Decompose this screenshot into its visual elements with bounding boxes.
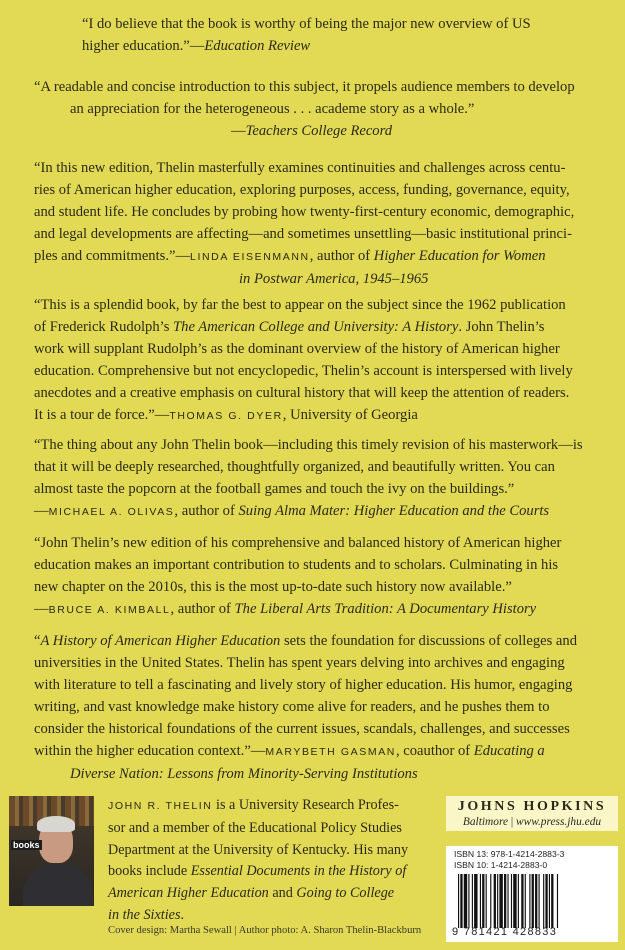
quote-text: “In this new edition, Thelin masterfully examines continuities and challenges across centu- xyxy=(34,160,566,176)
barcode-bar xyxy=(474,874,477,928)
barcode-bar xyxy=(543,874,544,928)
quote-text: that it will be deeply researched, thoughtfully organized, and beautifully written. You can xyxy=(34,459,555,475)
quote-source: Education Review xyxy=(204,38,311,54)
barcode-bar xyxy=(549,874,550,928)
isbn-10: ISBN 10: 1-4214-2883-0 xyxy=(454,860,548,870)
quote-book-title: The American College and University: A History xyxy=(173,319,459,335)
quote-text: , author of xyxy=(170,601,235,617)
quote-book-title: in Postwar America, 1945–1965 xyxy=(239,271,429,287)
quote-author: LINDA EISENMANN xyxy=(190,251,310,263)
barcode-bar xyxy=(511,874,512,928)
quote-book-title: The Liberal Arts Tradition: A Documentary History xyxy=(234,601,537,617)
bio-text: . xyxy=(180,906,185,923)
barcode-bar xyxy=(482,874,484,928)
publisher-logo xyxy=(446,796,618,831)
barcode-bar xyxy=(557,874,558,928)
quote-text: almost taste the popcorn at the football games and touch the ivy on the buildings.” xyxy=(34,481,515,497)
barcode-bar xyxy=(458,874,459,928)
bio-text: books include xyxy=(108,863,191,880)
quote-text: of Frederick Rudolph’s xyxy=(34,319,174,335)
quote-author: MARYBETH GASMAN xyxy=(265,746,396,758)
quote-book-title: A History of American Higher Education xyxy=(40,633,281,649)
quote-text: , coauthor of xyxy=(395,743,474,759)
quote-text: anecdotes and a creative emphasis on cultural history that will keep the attention of readers. xyxy=(34,385,570,401)
quote-text: consider the historical foundations of the current issues, scandals, challenges, and successes xyxy=(34,721,570,737)
quote-text: “I do believe that the book is worthy of being the major new overview of US xyxy=(82,16,531,32)
quote-text: ries of American higher education, exploring purposes, access, funding, governance, equity, xyxy=(34,182,570,198)
isbn-barcode-box xyxy=(446,846,618,942)
barcode-bar xyxy=(525,874,526,928)
quote-michael-olivas xyxy=(34,434,583,523)
quote-text: work will supplant Rudolph’s as the dominant overview of the history of American higher xyxy=(34,341,560,357)
quote-text: within the higher education context.”— xyxy=(34,743,266,759)
barcode-bar xyxy=(518,874,519,928)
quote-text: “John Thelin’s new edition of his comprehensive and balanced history of American higher xyxy=(34,535,562,551)
publisher-url: www.press.jhu.edu xyxy=(516,816,602,828)
quote-book-title: Higher Education for Women xyxy=(373,248,546,264)
barcode-bar xyxy=(504,874,506,928)
quote-text: new chapter on the 2010s, this is the most up-to-date such history now available.” xyxy=(34,579,512,595)
quote-text: “This is a splendid book, by far the best to appear on the subject since the 1962 publication xyxy=(34,297,566,313)
bio-book-title: Going to College xyxy=(296,885,395,902)
quote-text: ples and commitments.”— xyxy=(34,248,191,264)
bio-text: is a University Research Profes- xyxy=(212,797,399,813)
publisher-name: JOHNS HOPKINS xyxy=(457,799,607,814)
quote-text: “ xyxy=(34,633,41,649)
publisher-location: Baltimore xyxy=(462,816,509,828)
quote-book-title: Diverse Nation: Lessons from Minority-Serving Institutions xyxy=(70,766,418,782)
barcode-bar xyxy=(545,874,547,928)
barcode-bar xyxy=(507,874,508,928)
quote-bruce-kimball xyxy=(34,532,561,621)
bio-text: and xyxy=(268,885,297,902)
barcode xyxy=(456,874,610,928)
author-bio xyxy=(108,795,438,927)
cover-credits: Cover design: Martha Sewall | Author photo: A. Sharon Thelin-Blackburn xyxy=(108,925,422,936)
quote-author: MICHAEL A. OLIVAS xyxy=(48,506,175,518)
quote-book-title: Suing Alma Mater: Higher Education and the Courts xyxy=(238,503,550,519)
barcode-bar xyxy=(499,874,502,928)
barcode-bar xyxy=(460,874,462,928)
barcode-bar xyxy=(486,874,487,928)
bio-book-title: in the Sixties xyxy=(108,906,181,923)
barcode-bar xyxy=(468,874,469,928)
bio-author-name: JOHN R. THELIN xyxy=(108,800,213,812)
quote-dash: — xyxy=(34,601,49,617)
quote-text: , author of xyxy=(174,503,239,519)
barcode-bar xyxy=(497,874,498,928)
quote-text: sets the foundation for discussions of colleges and xyxy=(280,633,577,649)
quote-teachers-college-record xyxy=(34,76,575,142)
author-photo xyxy=(9,796,94,906)
quote-text: “A readable and concise introduction to this subject, it propels audience members to develop xyxy=(34,79,575,95)
barcode-bar xyxy=(521,874,523,928)
barcode-bar xyxy=(480,874,481,928)
quote-text: , University of Georgia xyxy=(282,407,418,423)
quote-text: and student life. He concludes by probing how twenty-first-century economic, demographic, xyxy=(34,204,575,220)
quote-text: higher education.”— xyxy=(82,38,205,54)
barcode-bar xyxy=(539,874,540,928)
barcode-bar xyxy=(529,874,530,928)
barcode-bar xyxy=(532,874,534,928)
quote-text: , author of xyxy=(309,248,374,264)
barcode-bar xyxy=(464,874,467,928)
quote-dash: — xyxy=(231,123,246,139)
quote-marybeth-gasman xyxy=(34,630,577,785)
quote-text: an appreciation for the heterogeneous . . . academe story as a whole.” xyxy=(70,101,475,117)
barcode-bar xyxy=(472,874,473,928)
barcode-number: 9 781421 428833 xyxy=(452,926,558,938)
publisher-separator: | xyxy=(508,816,516,828)
quote-text: with literature to tell a fascinating and lively story of higher education. His humor, engaging xyxy=(34,677,573,693)
quote-education-review xyxy=(82,13,531,57)
bio-text: Department at the University of Kentucky. His many xyxy=(108,841,409,858)
bio-book-title: American Higher Education xyxy=(108,885,269,902)
quote-linda-eisenmann xyxy=(34,157,574,290)
bio-text: sor and a member of the Educational Policy Studies xyxy=(108,819,402,836)
barcode-bar xyxy=(494,874,496,928)
author-jacket xyxy=(23,864,93,906)
quote-dash: — xyxy=(34,503,49,519)
isbn-13: ISBN 13: 978-1-4214-2883-3 xyxy=(454,849,565,859)
quote-text: It is a tour de force.”— xyxy=(34,407,170,423)
quote-text: writing, and vast knowledge make history come alive for readers, and he pushes them to xyxy=(34,699,550,715)
quote-text: education. Comprehensive but not encyclopedic, Thelin’s account is interspersed with lively xyxy=(34,363,573,379)
photo-books-sign: books xyxy=(13,840,40,850)
quote-text: and legal developments are affecting—and sometimes unsettling—basic institutional princi- xyxy=(34,226,572,242)
author-hair xyxy=(37,816,75,832)
quote-text: education makes an important contribution to students and to scholars. Culminating in his xyxy=(34,557,559,573)
quote-text: universities in the United States. Thelin has spent years delving into archives and engaging xyxy=(34,655,565,671)
quote-text: . John Thelin’s xyxy=(458,319,545,335)
quote-text: “The thing about any John Thelin book—including this timely revision of his masterwork—is xyxy=(34,437,583,453)
barcode-bar xyxy=(535,874,537,928)
quote-author: THOMAS G. DYER xyxy=(169,410,283,422)
quote-book-title: Educating a xyxy=(473,743,545,759)
quote-source: Teachers College Record xyxy=(245,123,393,139)
barcode-bar xyxy=(513,874,516,928)
barcode-bar xyxy=(551,874,553,928)
bio-book-title: Essential Documents in the History of xyxy=(190,863,407,880)
barcode-bar xyxy=(490,874,491,928)
quote-author: BRUCE A. KIMBALL xyxy=(48,604,171,616)
quote-thomas-dyer xyxy=(34,294,573,427)
